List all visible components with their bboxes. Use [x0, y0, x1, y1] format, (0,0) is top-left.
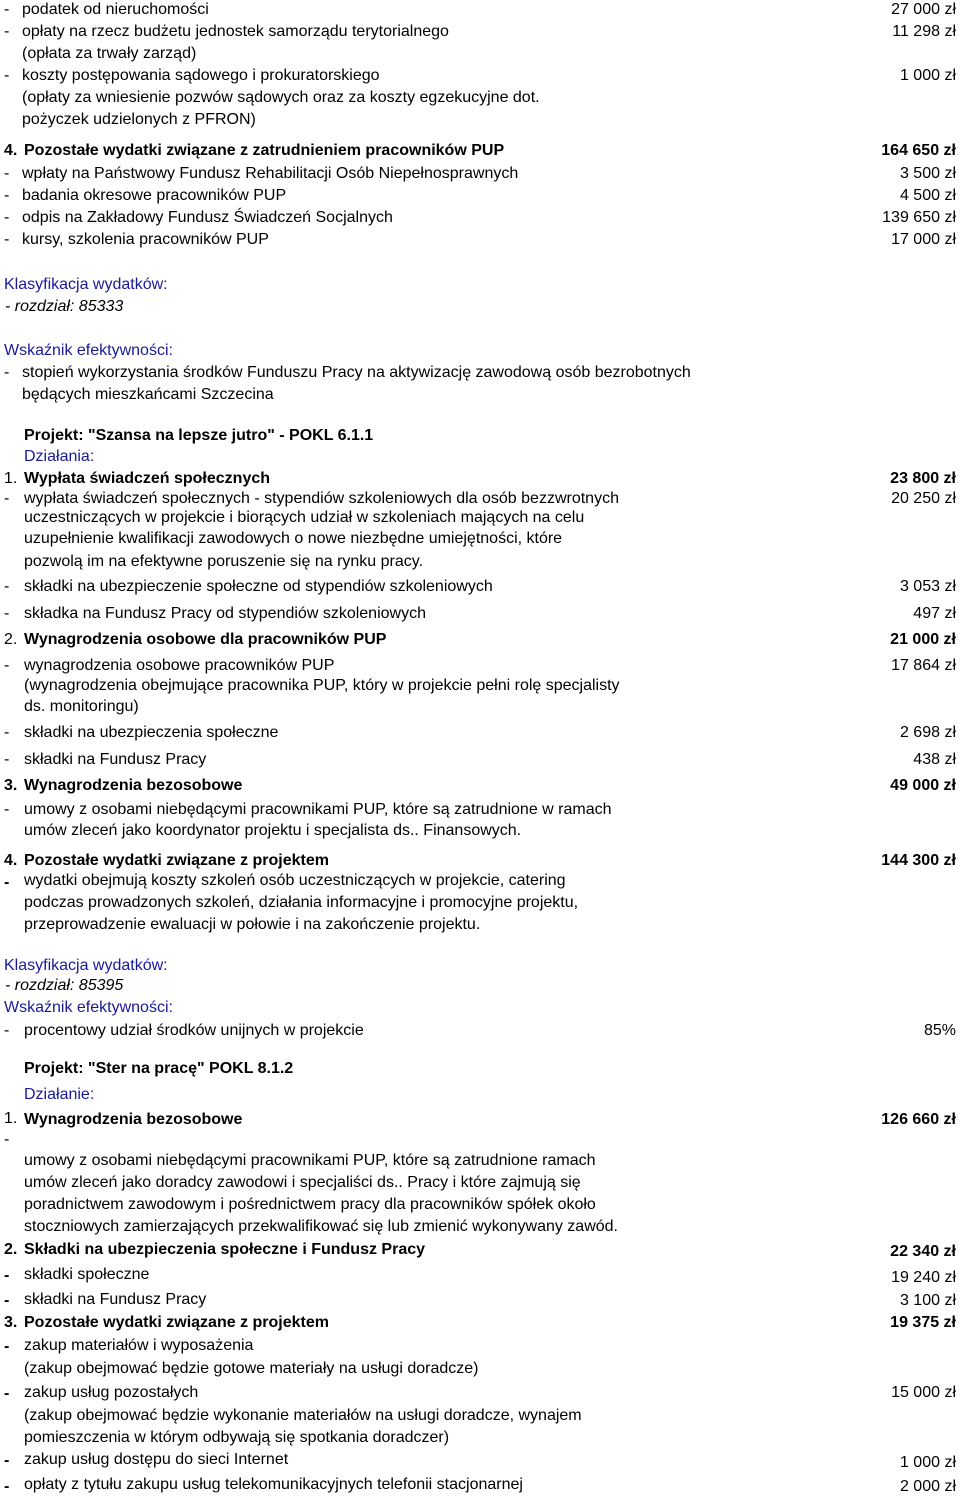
line-amount: 15 000 zł	[891, 1384, 956, 1401]
line-text: podatek od nieruchomości	[22, 1, 209, 18]
bullet-dash: -	[4, 364, 10, 381]
line-text: (opłata za trwały zarząd)	[22, 45, 197, 62]
line-text: procentowy udział środków unijnych w projekcie	[24, 1022, 364, 1039]
item-amount: 126 660 zł	[881, 1111, 956, 1128]
item-title: Pozostałe wydatki związane z projektem	[24, 852, 329, 869]
item-amount: 21 000 zł	[890, 631, 956, 648]
bullet-dash: -	[4, 1452, 10, 1469]
actions-heading: Działania:	[24, 448, 95, 465]
line-text: stoczniowych zamierzających przekwalifikować się lub zmienić wykonywany zawód.	[24, 1218, 618, 1235]
line-text: poradnictwem zawodowym i pośrednictwem pracy dla pracowników spółek około	[24, 1196, 596, 1213]
bullet-dash: -	[4, 724, 10, 741]
line-text: zakup usług pozostałych	[24, 1384, 199, 1401]
item-amount: 144 300 zł	[881, 852, 956, 869]
line-amount: 2 698 zł	[899, 724, 956, 741]
bullet-dash: -	[4, 801, 10, 818]
item-amount: 19 375 zł	[890, 1314, 956, 1331]
actions-heading: Działanie:	[24, 1086, 95, 1103]
line-text: opłaty z tytułu zakupu usług telekomunikacyjnych telefonii stacjonarnej	[24, 1476, 523, 1493]
item-amount: 49 000 zł	[890, 777, 956, 794]
bullet-dash: -	[4, 23, 10, 40]
line-amount: 17 000 zł	[891, 231, 956, 248]
item-title: Wynagrodzenia bezosobowe	[24, 1111, 243, 1128]
line-amount: 3 100 zł	[899, 1292, 956, 1309]
bullet-dash: -	[4, 1131, 10, 1148]
line-text: podczas prowadzonych szkoleń, działania informacyjne i promocyjne projektu,	[24, 894, 579, 911]
line-text: składki społeczne	[24, 1266, 150, 1283]
line-text: koszty postępowania sądowego i prokuratorskiego	[22, 67, 380, 84]
line-text: (zakup obejmować będzie wykonanie materiałów na usługi doradcze, wynajem	[24, 1407, 582, 1424]
line-text: (wynagrodzenia obejmujące pracownika PUP, który w projekcie pełni rolę specjalisty	[24, 677, 620, 694]
line-amount: 497 zł	[913, 605, 956, 622]
bullet-dash: -	[4, 490, 10, 507]
classification-heading: Klasyfikacja wydatków:	[4, 957, 168, 974]
item-amount: 22 340 zł	[890, 1243, 956, 1260]
line-text: wynagrodzenia osobowe pracowników PUP	[24, 657, 335, 674]
bullet-dash: -	[4, 1022, 10, 1039]
line-text: badania okresowe pracowników PUP	[22, 187, 287, 204]
bullet-dash: -	[4, 1292, 10, 1309]
bullet-dash: -	[4, 67, 10, 84]
line-amount: 438 zł	[913, 751, 956, 768]
line-text: pozwolą im na efektywne poruszenie się na rynku pracy.	[24, 553, 424, 570]
line-amount: 2 000 zł	[899, 1478, 956, 1495]
line-text: składki na Fundusz Pracy	[24, 1291, 207, 1308]
line-text: stopień wykorzystania środków Funduszu Pracy na aktywizację zawodową osób bezrobotnych	[22, 364, 691, 381]
bullet-dash: -	[4, 874, 10, 891]
bullet-dash: -	[4, 751, 10, 768]
line-text: uzupełnienie kwalifikacji zawodowych o nowe niezbędne umiejętności, które	[24, 530, 563, 547]
line-text: uczestniczących w projekcie i biorących udział w szkoleniach mających na celu	[24, 509, 585, 526]
bullet-dash: -	[4, 1338, 10, 1355]
line-amount: 3 500 zł	[899, 165, 956, 182]
bullet-dash: -	[4, 209, 10, 226]
project-title: Projekt: "Szansa na lepsze jutro" - POKL 6.1.1	[24, 427, 374, 444]
efficiency-heading: Wskaźnik efektywności:	[4, 999, 173, 1016]
line-text: zakup materiałów i wyposażenia	[24, 1337, 254, 1354]
line-text: umów zleceń jako doradcy zawodowi i specjaliści ds.. Pracy i które zajmują się	[24, 1174, 581, 1191]
line-amount: 1 000 zł	[899, 67, 956, 84]
line-text: umowy z osobami niebędącymi pracownikami PUP, które są zatrudnione ramach	[24, 1152, 596, 1169]
line-text: przeprowadzenie ewaluacji w połowie i na zakończenie projektu.	[24, 916, 481, 933]
line-amount: 3 053 zł	[899, 578, 956, 595]
bullet-dash: -	[4, 1385, 10, 1402]
item-title: Wynagrodzenia bezosobowe	[24, 777, 243, 794]
item-number: 1.	[4, 1110, 18, 1127]
line-amount: 19 240 zł	[891, 1269, 956, 1286]
item-number: 3.	[4, 777, 18, 794]
bullet-dash: -	[4, 1267, 10, 1284]
chapter-code: - rozdział: 85333	[5, 298, 124, 315]
bullet-dash: -	[4, 165, 10, 182]
line-amount: 4 500 zł	[899, 187, 956, 204]
project-title: Projekt: "Ster na pracę" POKL 8.1.2	[24, 1060, 294, 1077]
line-text: pomieszczenia w którym odbywają się spotkania doradczer)	[24, 1429, 450, 1446]
line-text: opłaty na rzecz budżetu jednostek samorządu terytorialnego	[22, 23, 449, 40]
item-title: Wynagrodzenia osobowe dla pracowników PUP	[24, 631, 387, 648]
item-number: 4.	[4, 852, 18, 869]
line-text: kursy, szkolenia pracowników PUP	[22, 231, 269, 248]
item-title: Pozostałe wydatki związane z projektem	[24, 1314, 329, 1331]
bullet-dash: -	[4, 657, 10, 674]
line-text: umowy z osobami niebędącymi pracownikami PUP, które są zatrudnione w ramach	[24, 801, 612, 818]
line-text: (zakup obejmować będzie gotowe materiały na usługi doradcze)	[24, 1360, 479, 1377]
line-text: (opłaty za wniesienie pozwów sądowych oraz za koszty egzekucyjne dot.	[22, 89, 540, 106]
item-number: 4.	[4, 142, 18, 159]
bullet-dash: -	[4, 187, 10, 204]
line-text: ds. monitoringu)	[24, 698, 139, 715]
item-amount: 23 800 zł	[890, 470, 956, 487]
line-text: będących mieszkańcami Szczecina	[22, 386, 274, 403]
line-text: wydatki obejmują koszty szkoleń osób uczestniczących w projekcie, catering	[24, 872, 566, 889]
bullet-dash: -	[4, 1478, 10, 1495]
bullet-dash: -	[4, 1, 10, 18]
line-text: zakup usług dostępu do sieci Internet	[24, 1451, 289, 1468]
line-text: składka na Fundusz Pracy od stypendiów szkoleniowych	[24, 605, 426, 622]
bullet-dash: -	[4, 578, 10, 595]
line-amount: 85%	[923, 1022, 956, 1039]
line-text: wpłaty na Państwowy Fundusz Rehabilitacji Osób Niepełnosprawnych	[22, 165, 519, 182]
line-amount: 20 250 zł	[891, 490, 956, 507]
line-text: wypłata świadczeń społecznych - stypendiów szkoleniowych dla osób bezzwrotnych	[24, 490, 619, 507]
bullet-dash: -	[4, 231, 10, 248]
line-text: umów zleceń jako koordynator projektu i specjalista ds.. Finansowych.	[24, 822, 522, 839]
line-amount: 1 000 zł	[899, 1454, 956, 1471]
item-title: Składki na ubezpieczenia społeczne i Fundusz Pracy	[24, 1241, 426, 1258]
item-number: 2.	[4, 1241, 18, 1258]
line-amount: 17 864 zł	[891, 657, 956, 674]
line-text: odpis na Zakładowy Fundusz Świadczeń Socjalnych	[22, 209, 393, 226]
item-number: 2.	[4, 631, 18, 648]
line-text: pożyczek udzielonych z PFRON)	[22, 111, 256, 128]
item-title: Wypłata świadczeń społecznych	[24, 470, 271, 487]
line-amount: 139 650 zł	[882, 209, 956, 226]
line-amount: 11 298 zł	[892, 23, 956, 40]
line-amount: 27 000 zł	[891, 1, 956, 18]
bullet-dash: -	[4, 605, 10, 622]
line-text: składki na ubezpieczenia społeczne	[24, 724, 279, 741]
item-number: 3.	[4, 1314, 18, 1331]
classification-heading: Klasyfikacja wydatków:	[4, 276, 168, 293]
line-text: składki na ubezpieczenie społeczne od stypendiów szkoleniowych	[24, 578, 493, 595]
efficiency-heading: Wskaźnik efektywności:	[4, 342, 173, 359]
item-amount: 164 650 zł	[881, 142, 956, 159]
chapter-code: - rozdział: 85395	[5, 977, 124, 994]
item-number: 1.	[4, 470, 18, 487]
item-title: Pozostałe wydatki związane z zatrudnieniem pracowników PUP	[24, 142, 505, 159]
line-text: składki na Fundusz Pracy	[24, 751, 207, 768]
